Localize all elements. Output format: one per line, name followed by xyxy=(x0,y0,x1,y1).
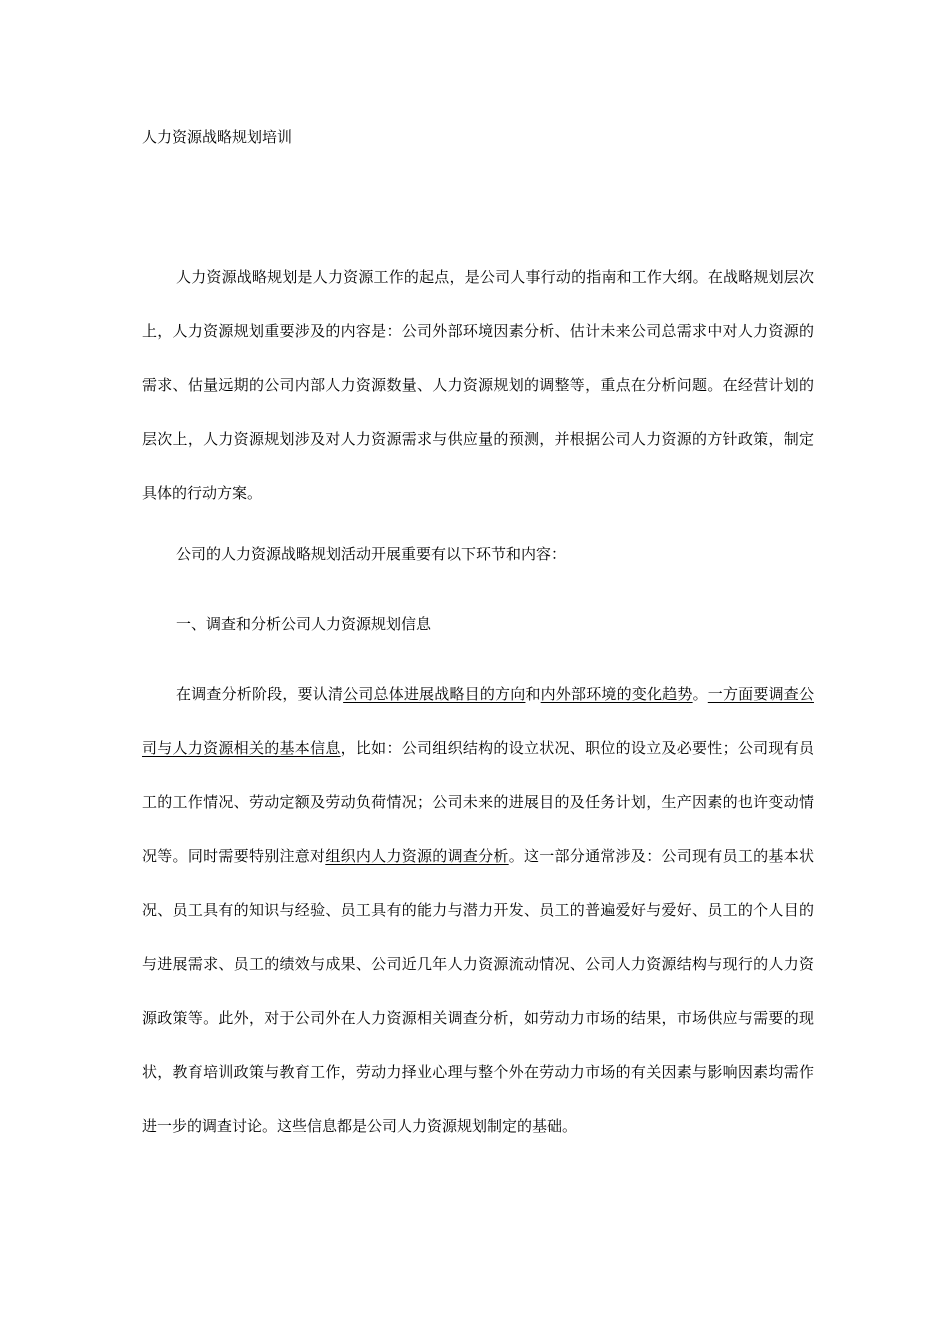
text-segment: 在调查分析阶段，要认清 xyxy=(176,685,344,703)
underlined-phrase-environment-trend: 内外部环境的变化趋势 xyxy=(540,685,693,703)
text-segment: 和 xyxy=(525,685,541,703)
underlined-phrase-internal-survey: 组织内人力资源的调查分析 xyxy=(325,847,509,865)
document-title: 人力资源战略规划培训 xyxy=(142,128,293,146)
underlined-phrase-basic-info: 一方面要调查公司与人力资源相关的基本信息 xyxy=(142,685,814,757)
text-segment: 。 xyxy=(692,685,708,703)
paragraph-intro: 人力资源战略规划是人力资源工作的起点，是公司人事行动的指南和工作大纲。在战略规划层次上，人力资源规划重要涉及的内容是：公司外部环境因素分析、估计未来公司总需求中对人力资源的需求、估量远期的公司内部人力资源数量、人力资源规划的调整等，重点在分析问题。在经营计划的层次上，人力资源规划涉及对人力资源需求与供应量的预测，并根据公司人力资源的方针政策，制定具体的行动方案。 xyxy=(142,268,814,502)
paragraph-survey xyxy=(142,667,814,1153)
paragraph-overview: 公司的人力资源战略规划活动开展重要有以下环节和内容： xyxy=(176,545,567,563)
text-segment: 。这一部分通常涉及：公司现有员工的基本状况、员工具有的知识与经验、员工具有的能力与潜力开发、员工的普遍爱好与爱好、员工的个人目的与进展需求、员工的绩效与成果、公司近几年人力资源流动情况、公司人力资源结构与现行的人力资源政策等。此外，对于公司外在人力资源相关调查分析，如劳动力市场的结果，市场供应与需要的现状，教育培训政策与教育工作，劳动力择业心理与整个外在劳动力市场的有关因素与影响因素均需作进一步的调查讨论。这些信息都是公司人力资源规划制定的基础。 xyxy=(142,847,814,1135)
section-heading-1: 一、调查和分析公司人力资源规划信息 xyxy=(176,615,432,633)
text-segment: ，比如：公司组织结构的设立状况、职位的设立及必要性；公司现有员工的工作情况、劳动定额及劳动负荷情况；公司未来的进展目的及任务计划，生产因素的也许变动情况等。同时需要特别注意对 xyxy=(142,739,814,865)
underlined-phrase-strategy-direction: 公司总体进展战略目的方向 xyxy=(343,685,526,703)
